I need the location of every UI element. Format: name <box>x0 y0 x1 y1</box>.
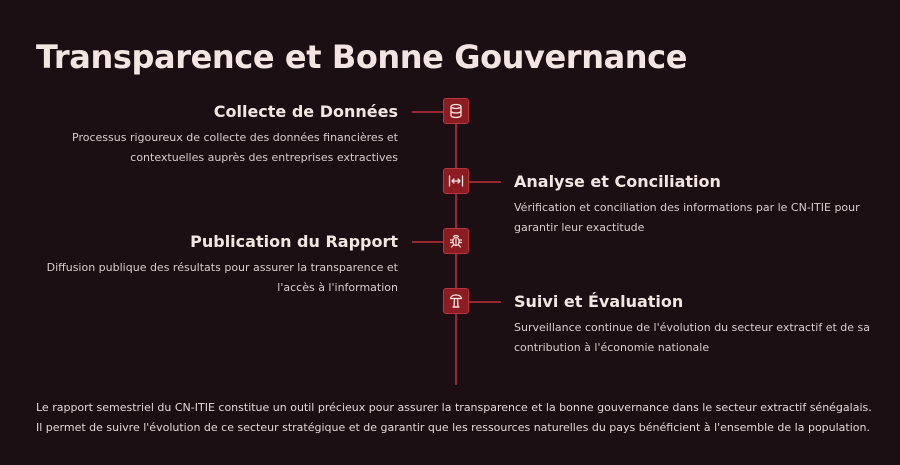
step-connector <box>412 241 443 243</box>
database-icon <box>448 103 464 119</box>
bug-icon <box>448 233 464 249</box>
step-description: Diffusion publique des résultats pour assurer la transparence et l'accès à l'information <box>46 261 398 294</box>
step-description: Vérification et conciliation des informations par le CN-ITIE pour garantir leur exactitude <box>514 201 860 234</box>
summary-paragraph: Le rapport semestriel du CN-ITIE constitue un outil précieux pour assurer la transparence et la bonne gouvernance dans le secteur extractif sénégalais. Il permet de suivre l'évolution de ce secteur stratégique et de garantir que les ressources naturelles du pays bénéficient à l'ensemble de la population. <box>36 401 872 434</box>
compare-arrows-icon <box>448 173 464 189</box>
step-connector <box>469 181 501 183</box>
step-title: Suivi et Évaluation <box>514 292 684 311</box>
step-connector <box>412 111 443 113</box>
lighthouse-icon <box>448 293 464 309</box>
step-icon-box <box>443 228 469 254</box>
step-description: Surveillance continue de l'évolution du secteur extractif et de sa contribution à l'économie nationale <box>514 321 871 354</box>
step-icon-box <box>443 288 469 314</box>
step-title: Publication du Rapport <box>190 232 398 251</box>
step-connector <box>469 301 501 303</box>
step-description: Processus rigoureux de collecte des données financières et contextuelles auprès des entreprises extractives <box>72 131 398 164</box>
step-icon-box <box>443 98 469 124</box>
step-title: Analyse et Conciliation <box>514 172 721 191</box>
step-title: Collecte de Données <box>213 102 398 121</box>
page-title: Transparence et Bonne Gouvernance <box>36 38 688 76</box>
step-icon-box <box>443 168 469 194</box>
